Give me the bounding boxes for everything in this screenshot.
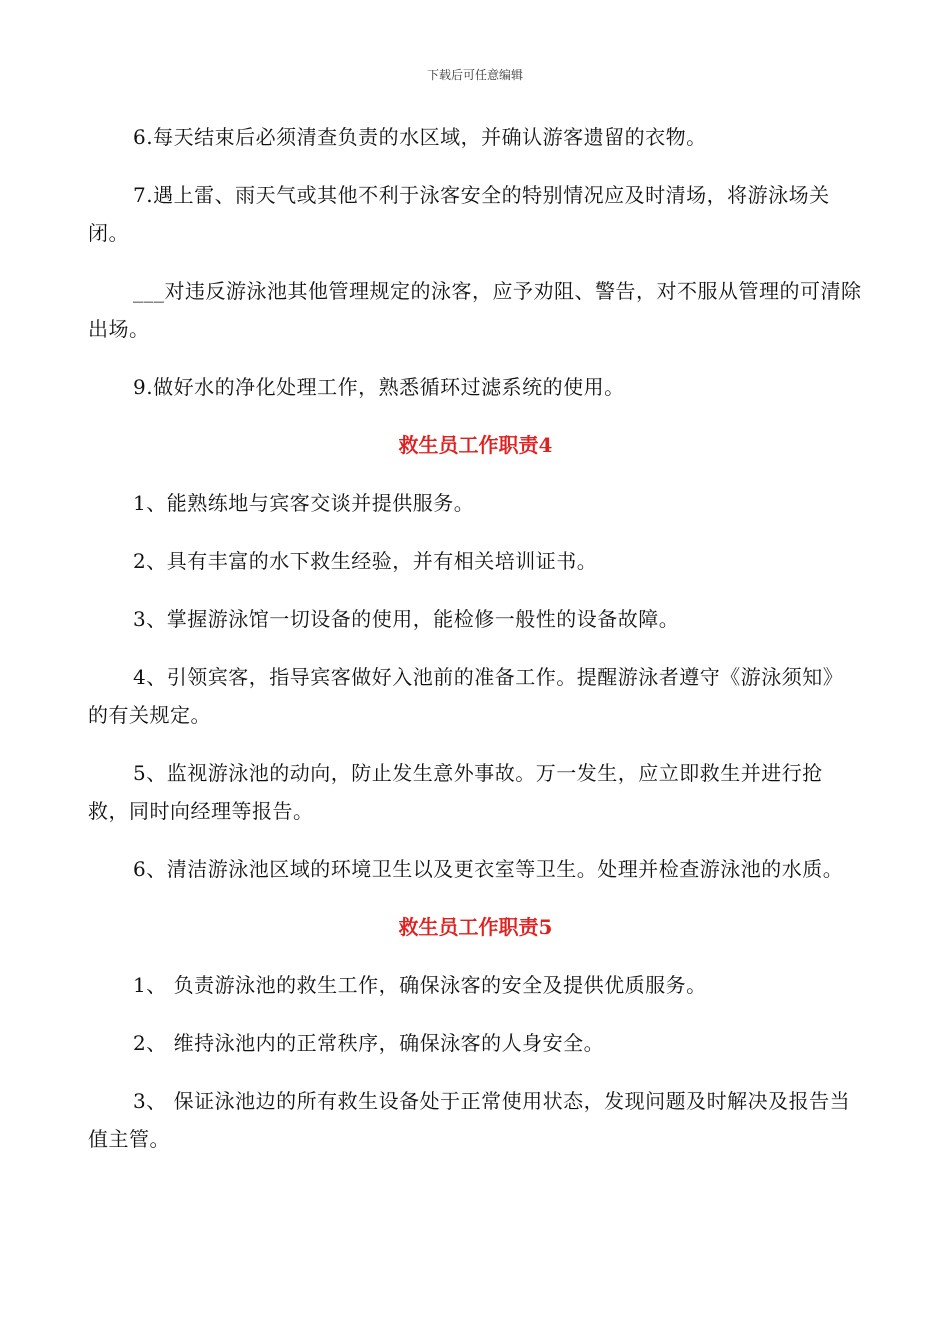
document-body — [88, 118, 863, 1178]
duty-item: 4、引领宾客，指导宾客做好入池前的准备工作。提醒游泳者遵守《游泳须知》的有关规定。 — [88, 665, 844, 727]
duty-item: 6、清洁游泳池区域的环境卫生以及更衣室等卫生。处理并检查游泳池的水质。 — [133, 857, 844, 881]
paragraph-item-6: 6.每天结束后必须清查负责的水区域，并确认游客遗留的衣物。 — [133, 125, 707, 149]
paragraph-item-9: 9.做好水的净化处理工作，熟悉循环过滤系统的使用。 — [133, 375, 625, 399]
duty-item: 5、监视游泳池的动向，防止发生意外事故。万一发生，应立即救生并进行抢救，同时向经理等报告。 — [88, 761, 823, 823]
duty-item: 3、掌握游泳馆一切设备的使用，能检修一般性的设备故障。 — [133, 607, 680, 631]
duty-item: 3、 保证泳池边的所有救生设备处于正常使用状态，发现问题及时解决及报告当值主管。 — [88, 1089, 851, 1151]
header-note: 下载后可任意编辑 — [426, 68, 523, 82]
paragraph-item-7: 7.遇上雷、雨天气或其他不利于泳客安全的特别情况应及时清场，将游泳场关闭。 — [88, 183, 830, 245]
paragraph-item-8: ___对违反游泳池其他管理规定的泳客，应予劝阻、警告，对不服从管理的可清除出场。 — [88, 279, 862, 341]
duty-item: 2、 维持泳池内的正常秩序，确保泳客的人身安全。 — [133, 1031, 605, 1055]
duty-item: 2、具有丰富的水下救生经验，并有相关培训证书。 — [133, 549, 598, 573]
section-heading-5: 救生员工作职责5 — [398, 915, 553, 939]
duty-item: 1、 负责游泳池的救生工作，确保泳客的安全及提供优质服务。 — [133, 973, 707, 997]
section-heading-4: 救生员工作职责4 — [398, 433, 553, 457]
duty-item: 1、能熟练地与宾客交谈并提供服务。 — [133, 491, 475, 515]
